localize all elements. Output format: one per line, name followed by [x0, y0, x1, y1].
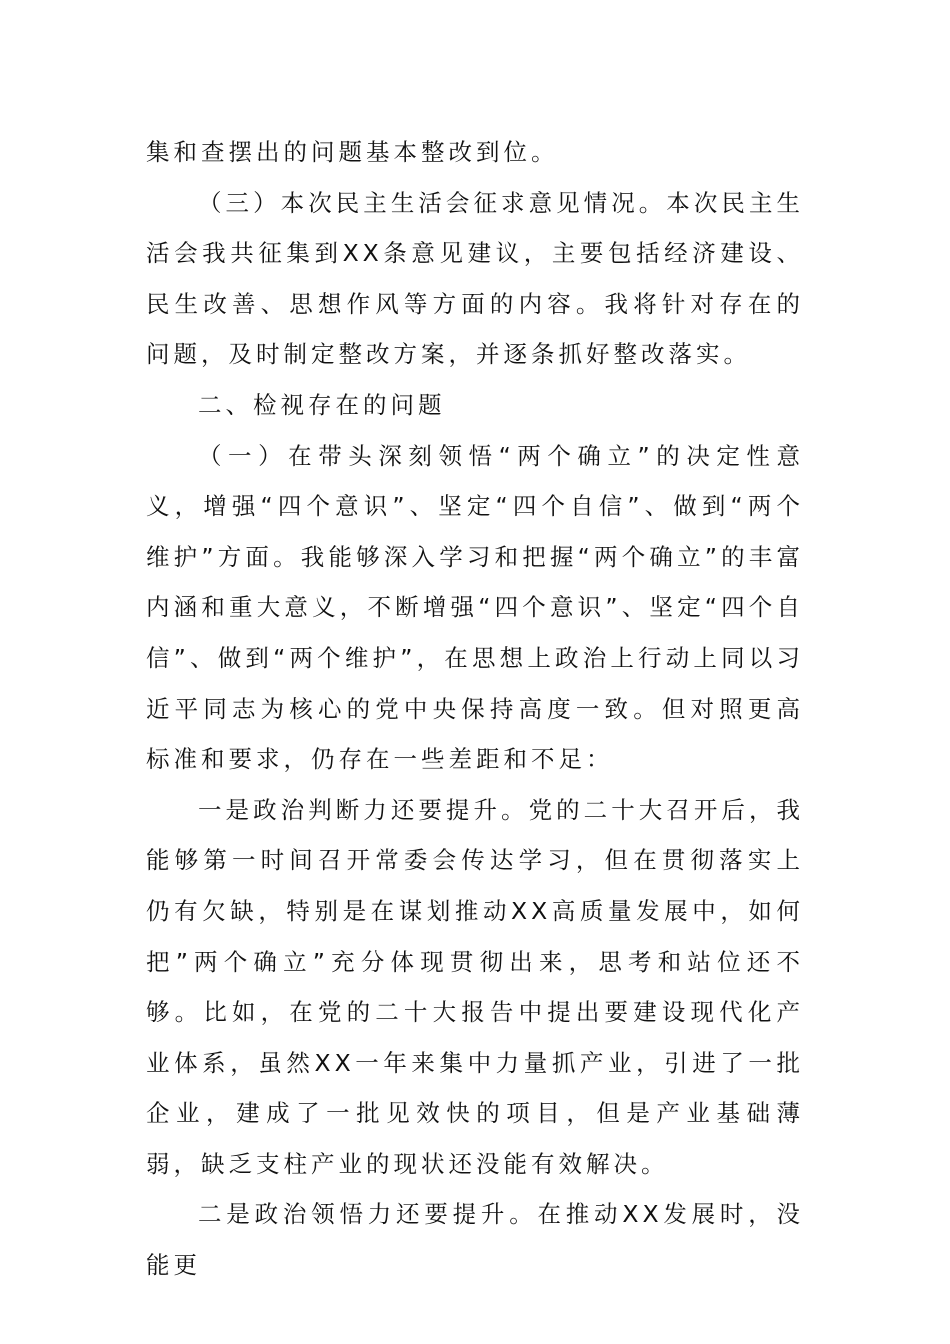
paragraph-subsection-one: （一）在带头深刻领悟“两个确立”的决定性意义，增强“四个意识”、坚定“四个自信”、做到“两个维护”方面。我能够深入学习和把握“两个确立”的丰富内涵和重大意义，不断增强“四个意识”、坚定“四个自信”、做到“两个维护”，在思想上政治上行动上同以习近平同志为核心的党中央保持高度一致。但对照更高标准和要求，仍存在一些差距和不足：: [146, 441, 804, 774]
document-body: [146, 127, 804, 1291]
section-heading-problems: 二、检视存在的问题: [198, 390, 446, 419]
paragraph-continuation: 集和查摆出的问题基本整改到位。: [146, 138, 559, 166]
paragraph-section-three: （三）本次民主生活会征求意见情况。本次民主生活会我共征集到XX条意见建议，主要包括经济建设、民生改善、思想作风等方面的内容。我将针对存在的问题，及时制定整改方案，并逐条抓好整改落实。: [146, 188, 804, 369]
paragraph-point-two: 二是政治领悟力还要提升。在推动XX发展时，没能更: [146, 1200, 804, 1280]
paragraph-point-one: 一是政治判断力还要提升。党的二十大召开后，我能够第一时间召开常委会传达学习，但在贯彻落实上仍有欠缺，特别是在谋划推动XX高质量发展中，如何把”两个确立”充分体现贯彻出来，思考和站位还不够。比如，在党的二十大报告中提出要建设现代化产业体系，虽然XX一年来集中力量抓产业，引进了一批企业，建成了一批见效快的项目，但是产业基础薄弱，缺乏支柱产业的现状还没能有效解决。: [146, 795, 804, 1178]
